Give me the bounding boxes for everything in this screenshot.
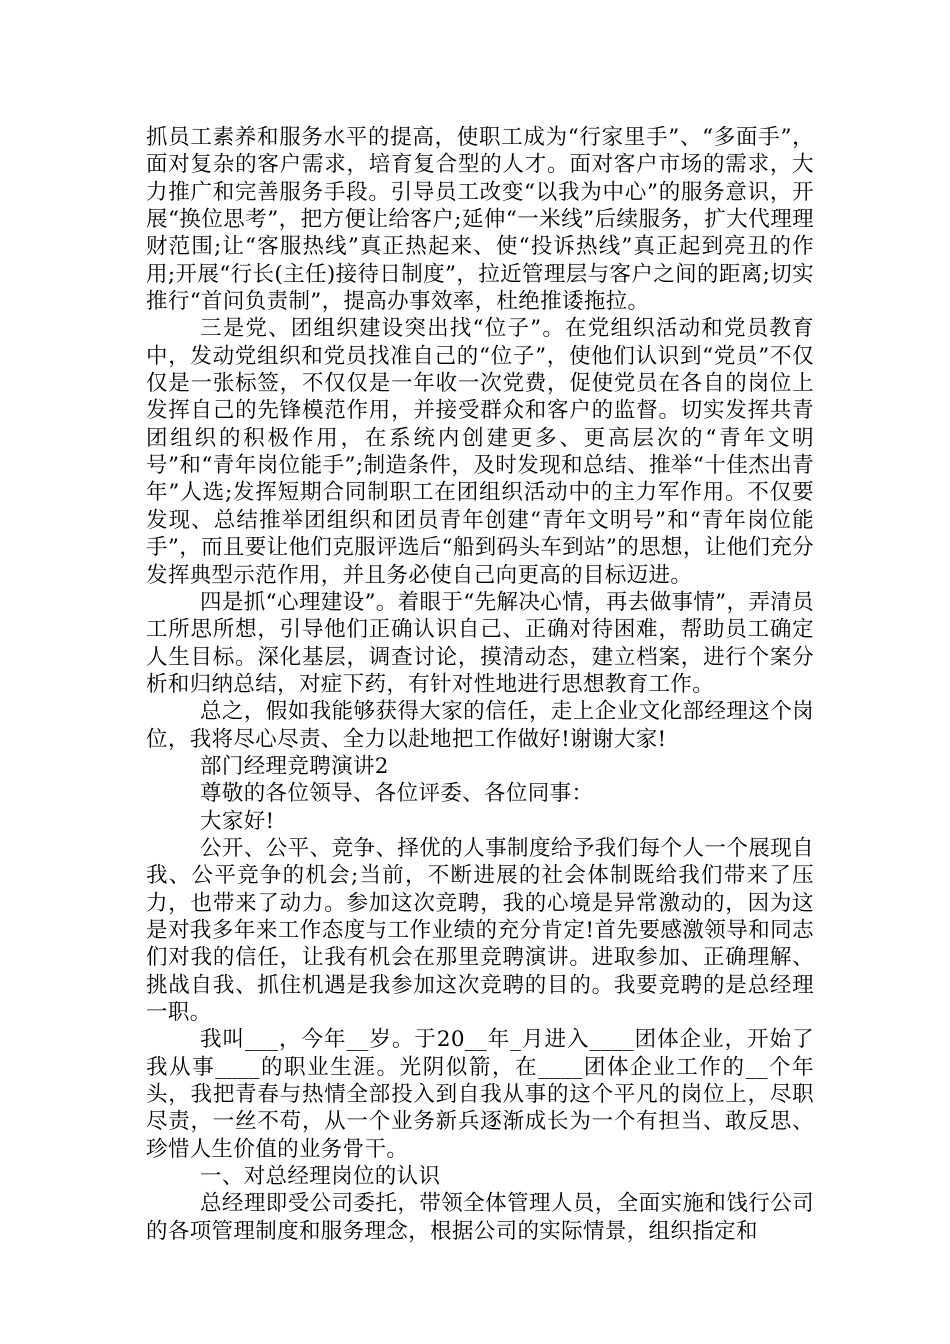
paragraph-service-quality: 抓员工素养和服务水平的提高，使职工成为“行家里手”、“多面手”，面对复杂的客户需求，培育复合型的人才。面对客户市场的需求，大力推广和完善服务手段。引导员工改变“以我为中心”的服务意识，开展“换位思考”，把方便让给客户;延伸“一米线”后续服务，扩大代理理财范围;让“客服热线”真正热起来、使“投诉热线”真正起到亮丑的作用;开展“行长(主任)接待日制度”，拉近管理层与客户之间的距离;切实推行“首问负责制”，提高办事效率，杜绝推诿拖拉。 [146,125,814,315]
paragraph-self-introduction: 我叫___，今年__岁。于20__年_月进入____团体企业，开始了我从事____的职业生涯。光阴似箭，在____团体企业工作的__个年头，我把青春与热情全部投入到自我从事的这个平凡的岗位上，尽职尽责，一丝不苟，从一个业务新兵逐渐成长为一个有担当、敢反思、珍惜人生价值的业务骨干。 [146,1027,814,1162]
paragraph-psychological-building: 四是抓“心理建设”。着眼于“先解决心情，再去做事情”，弄清员工所思所想，引导他们正确认识自己、正确对待困难，帮助员工确定人生目标。深化基层，调查讨论，摸清动态，建立档案，进行个案分析和归纳总结，对症下药，有针对性地进行思想教育工作。 [146,589,814,697]
section-heading-speech-2: 部门经理竞聘演讲2 [200,753,389,779]
subheading-role-understanding: 一、对总经理岗位的认识 [200,1164,441,1190]
paragraph-conclusion: 总之，假如我能够获得大家的信任，走上企业文化部经理这个岗位，我将尽心尽责、全力以赴地把工作做好!谢谢大家! [146,699,814,752]
paragraph-party-organization: 三是党、团组织建设突出找“位子”。在党组织活动和党员教育中，发动党组织和党员找准自己的“位子”，使他们认识到“党员”不仅仅是一张标签，不仅仅是一年收一次党费，促使党员在各自的岗位上发挥自己的先锋模范作用，并接受群众和客户的监督。切实发挥共青团组织的积极作用，在系统内创建更多、更高层次的“青年文明号”和“青年岗位能手”;制造条件，及时发现和总结、推举“十佳杰出青年”人选;发挥短期合同制职工在团组织活动中的主力军作用。不仅要发现、总结推举团组织和团员青年创建“青年文明号”和“青年岗位能手”，而且要让他们克服评选后“船到码头车到站”的思想，让他们充分发挥典型示范作用，并且务必使自己向更高的目标迈进。 [146,316,814,588]
salutation: 尊敬的各位领导、各位评委、各位同事： [200,781,594,807]
paragraph-role-description: 总经理即受公司委托，带领全体管理人员，全面实施和饯行公司的各项管理制度和服务理念，根据公司的实际情景，组织指定和 [146,1191,814,1244]
greeting: 大家好! [200,808,275,834]
document-body [146,124,814,1245]
paragraph-introduction: 公开、公平、竞争、择优的人事制度给予我们每个人一个展现自我、公平竞争的机会;当前，不断进展的社会体制既给我们带来了压力，也带来了动力。参加这次竞聘，我的心境是异常激动的，因为这是对我多年来工作态度与工作业绩的充分肯定!首先要感激领导和同志们对我的信任，让我有机会在那里竞聘演讲。进取参加、正确理解、挑战自我、抓住机遇是我参加这次竞聘的目的。我要竞聘的是总经理一职。 [146,835,814,1025]
